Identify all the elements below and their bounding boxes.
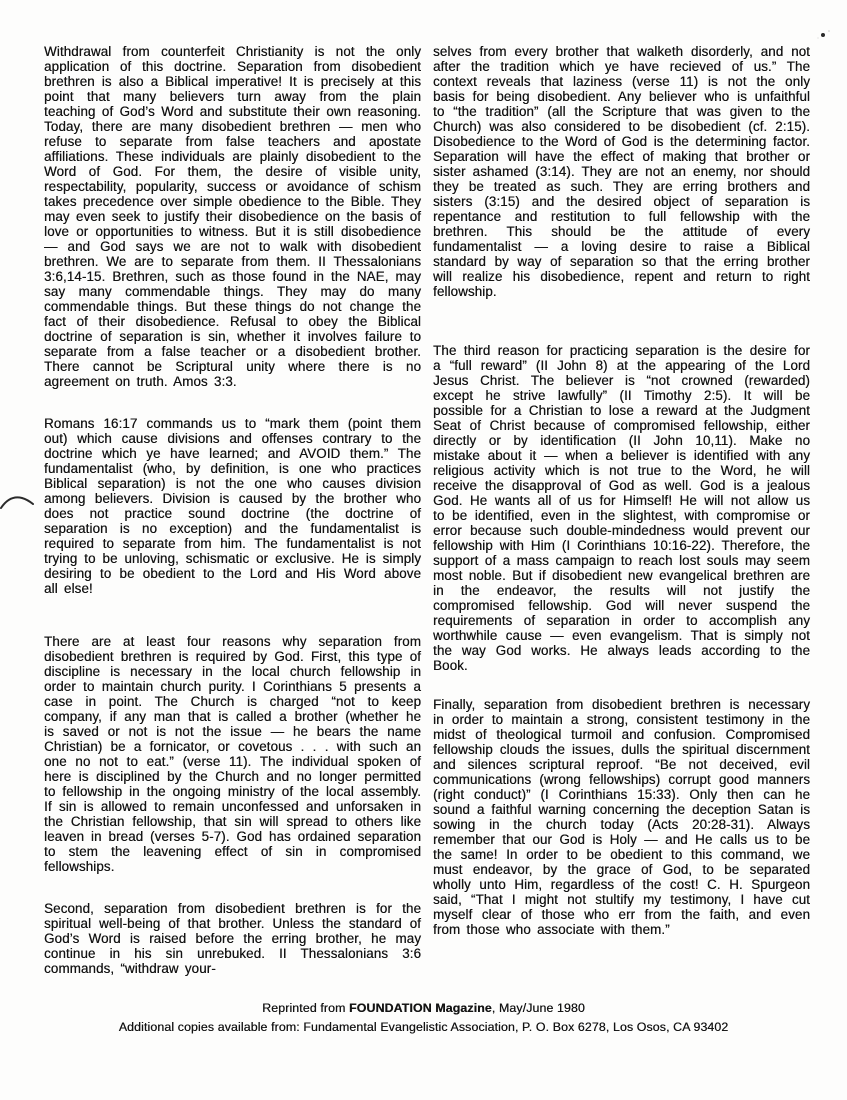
- paragraph: Romans 16:17 commands us to “mark them (point them out) which cause divisions and offenses contrary to the doctrine which ye have learned; and AVOID them.” The fundamentalist (who, by definition, is one who practices Biblical separation) is not the one who causes division among believers. Division is caused by the brother who does not practice sound doctrine (the doctrine of separation is no exception) and the fundamentalist is required to separate from him. The fundamentalist is not trying to be unloving, schismatic or exclusive. He is simply desiring to be obedient to the Lord and His Word above all else!: [44, 416, 421, 596]
- margin-pen-mark: [0, 489, 46, 517]
- paragraph: There are at least four reasons why separation from disobedient brethren is required by God. First, this type of discipline is necessary in the local church fellowship in order to maintain church purity. I Corinthians 5 presents a case in point. The Church is charged “not to keep company, if any man that is called a brother (whether he is saved or not is not the issue — he bears the name Christian) be a fornicator, or covetous . . . with such an one no not to eat.” (verse 11). The individual spoken of here is disciplined by the Church and no longer permitted to fellowship in the ongoing ministry of the local assembly. If sin is allowed to remain unconfessed and unforsaken in the Christian fellowship, that sin will spread to others like leaven in bread (verses 5-7). God has ordained separation to stem the leavening effect of sin in compromised fellowships.: [44, 634, 421, 874]
- paragraph: Withdrawal from counterfeit Christianity is not the only application of this doctrine. Separation from disobedient brethren is also a Biblical imperative! It is precisely at this point that many believers turn away from the plain teaching of God’s Word and substitute their own reasoning. Today, there are many disobedient brethren — men who refuse to separate from false teachers and apostate affiliations. These individuals are plainly disobedient to the Word of God. For them, the desire of visible unity, respectability, popularity, success or avoidance of schism takes precedence over simple obedience to the Bible. They may even seek to justify their disobedience on the basis of love or opportunities to witness. But it is still disobedience — and God says we are not to walk with disobedient brethren. We are to separate from them. II Thessalonians 3:6,14-15. Brethren, such as those found in the NAE, may say many commendable things. They may do many commendable things. But these things do not change the fact of their disobedience. Refusal to obey the Biblical doctrine of separation is sin, whether it involves failure to separate from a false teacher or a disobedient brother. There cannot be Scriptural unity where there is no agreement on truth. Amos 3:3.: [44, 44, 421, 389]
- ink-speck: [821, 33, 825, 37]
- reprint-credit-footer: [0, 999, 847, 1037]
- footer-line-1: [0, 999, 847, 1018]
- right-column: [433, 44, 810, 976]
- two-column-text-block: [44, 44, 810, 976]
- paragraph: Second, separation from disobedient brethren is for the spiritual well-being of that brother. Unless the standard of God’s Word is raised before the erring brother, he may continue in his sin unrebuked. II Thessalonians 3:6 commands, “withdraw your-: [44, 901, 421, 976]
- footer-issue-date: , May/June 1980: [491, 1001, 585, 1015]
- left-column: [44, 44, 421, 976]
- footer-magazine-name: FOUNDATION Magazine: [348, 1001, 492, 1015]
- paragraph: Finally, separation from disobedient brethren is necessary in order to maintain a strong, consistent testimony in the midst of theological turmoil and confusion. Compromised fellowship clouds the issues, dulls the spiritual discernment and silences scriptural reproof. “Be not deceived, evil communications (wrong fellowships) corrupt good manners (right conduct)” (I Corinthians 15:33). Only then can he sound a faithful warning concerning the deception Satan is sowing in the church today (Acts 20:28-31). Always remember that our God is Holy — and He calls us to be the same! In order to be obedient to this command, we must endeavor, by the grace of God, to be separated wholly unto Him, regardless of the cost! C. H. Spurgeon said, “That I might not stultify my testimony, I have cut myself clear of those who err from the faith, and even from those who associate with them.”: [433, 697, 810, 937]
- footer-line-2: Additional copies available from: Fundamental Evangelistic Association, P. O. Box 6278, Los Osos, CA 93402: [118, 1020, 729, 1034]
- paragraph: The third reason for practicing separation is the desire for a “full reward” (II John 8) at the appearing of the Lord Jesus Christ. The believer is “not crowned (rewarded) except he strive lawfully” (II Timothy 2:5). It will be possible for a Christian to lose a reward at the Judgment Seat of Christ because of compromised fellowship, either directly or by identification (II John 10,11). Make no mistake about it — when a believer is identified with any religious activity which is not true to the Word, he will receive the disapproval of God as well. God is a jealous God. He wants all of us for Himself! He will not allow us to be identified, even in the slightest, with compromise or error because such double-mindedness would prevent our fellowship with Him (I Corinthians 10:16-22). Therefore, the support of a mass campaign to reach lost souls may seem most noble. But if disobedient new evangelical brethren are in the endeavor, the results will not justify the compromised fellowship. God will never suspend the requirements of separation in order to accomplish any worthwhile cause — even evangelism. That is simply not the way God works. He always leads according to the Book.: [433, 343, 810, 673]
- footer-reprinted-from: Reprinted from: [262, 1001, 349, 1015]
- paragraph: selves from every brother that walketh disorderly, and not after the tradition which ye have recieved of us.” The context reveals that laziness (verse 11) is not the only basis for being disobedient. Any believer who is unfaithful to “the tradition” (all the Scripture that was given to the Church) was also considered to be disobedient (cf. 2:15). Disobedience to the Word of God is the determining factor. Separation will have the effect of making that brother or sister ashamed (3:14). They are not an enemy, nor should they be treated as such. They are erring brothers and sisters (3:15) and the desired object of separation is repentance and restitution to full fellowship with the brethren. This should be the attitude of every fundamentalist — a loving desire to raise a Biblical standard by way of separation so that the erring brother will realize his disobedience, repent and return to right fellowship.: [433, 44, 810, 299]
